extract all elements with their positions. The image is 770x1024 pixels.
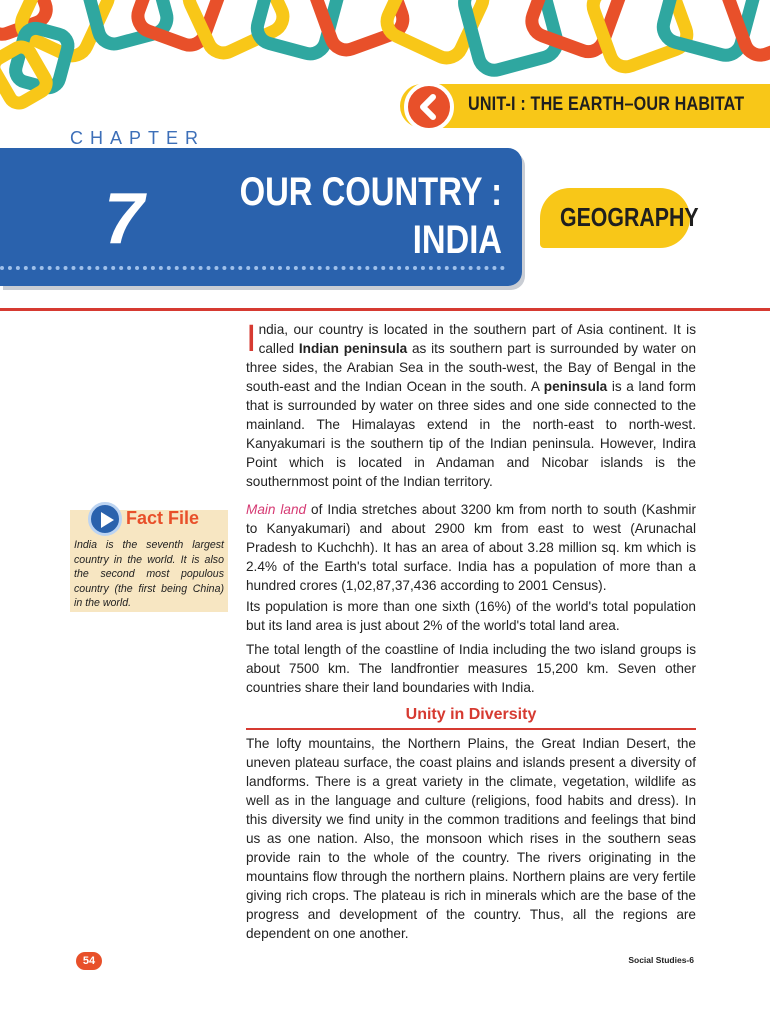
term-indian-peninsula: Indian peninsula bbox=[298, 341, 408, 356]
play-icon bbox=[88, 502, 122, 536]
paragraph-coastline: The total length of the coastline of India including the two island groups is about 7500 km. The landfrontier measures 15,200 km. Seven other countries share their land boundaries with India. bbox=[246, 642, 696, 695]
paragraph-mainland bbox=[246, 500, 696, 595]
back-chevron-icon bbox=[404, 82, 454, 132]
fact-file-text: India is the seventh largest country in the world. It is also the second most populous country (the first being China) in the world. bbox=[74, 539, 224, 610]
header-rule bbox=[0, 308, 770, 311]
term-main-land: Main land bbox=[246, 502, 307, 517]
text-run: as its southern part is surrounded by water on three sides, the Arabian Sea in the south-west, the Bay of Bengal in the south-east and the Indian Ocean in the south. A bbox=[246, 341, 697, 394]
text-run: ndia, our country is located in the southern part of Asia continent. It is called bbox=[258, 322, 696, 356]
book-title: Social Studies-6 bbox=[628, 955, 694, 965]
dotted-divider bbox=[0, 266, 505, 270]
paragraph-intro bbox=[246, 320, 696, 491]
chapter-label: CHAPTER bbox=[70, 128, 206, 148]
fact-file-title: Fact File bbox=[126, 508, 200, 528]
chapter-title bbox=[240, 168, 502, 264]
drop-cap: I bbox=[246, 318, 257, 360]
chapter-title-line2: INDIA bbox=[412, 218, 502, 262]
section-heading: Unity in Diversity bbox=[405, 706, 537, 723]
unit-title: UNIT-I : THE EARTH–OUR HABITAT bbox=[468, 94, 745, 115]
text-run: of India stretches about 3200 km from north to south (Kashmir to Kanyakumari) and about 2900 km from east to west (Arunachal Pradesh to Kuchchh). It has an area of about 3.28 million sq. km which is 2.4% of the Earth's total surface. India has a population of more than a hundred crores (1,02,87,37,436 according to 2001 Census). bbox=[246, 502, 696, 593]
paragraph-unity: The lofty mountains, the Northern Plains, the Great Indian Desert, the uneven plateau surface, the coast plains and islands present a diversity of landforms. There is a great variety in the climate, vegetation, wildlife as well as in the language and culture (religions, food habits and dress). In this diversity we find unity in the common traditions and feelings that bind us as one nation. Also, the monsoon which rises in the southern seas provide rain to the whole of the country. The rivers originating in the mountains flow through the northern plains. Northern plains are very fertile giving rich crops. The plateau is rich in minerals which are the base of the progress and development of the country. Thus, all the regions are dependent on one another. bbox=[246, 736, 696, 941]
subject-label: GEOGRAPHY bbox=[560, 202, 699, 232]
term-peninsula: peninsula bbox=[543, 379, 608, 394]
section-heading-wrap bbox=[246, 706, 696, 730]
chapter-title-line1: OUR COUNTRY : bbox=[239, 170, 502, 214]
page-number: 54 bbox=[76, 952, 102, 970]
text-run: is a land form that is surrounded by water on three sides and one side connected to the mainland. The Himalayas extend in the north-east to north-west. Kanyakumari is the southern tip of the Indian peninsula. However, Indira Point which is located in Andaman and Nicobar islands is the southernmost point of the Indian territory. bbox=[246, 379, 696, 489]
chapter-number: 7 bbox=[104, 179, 145, 259]
paragraph-population: Its population is more than one sixth (16%) of the world's total population but its land area is just about 2% of the world's total land area. bbox=[246, 599, 696, 633]
